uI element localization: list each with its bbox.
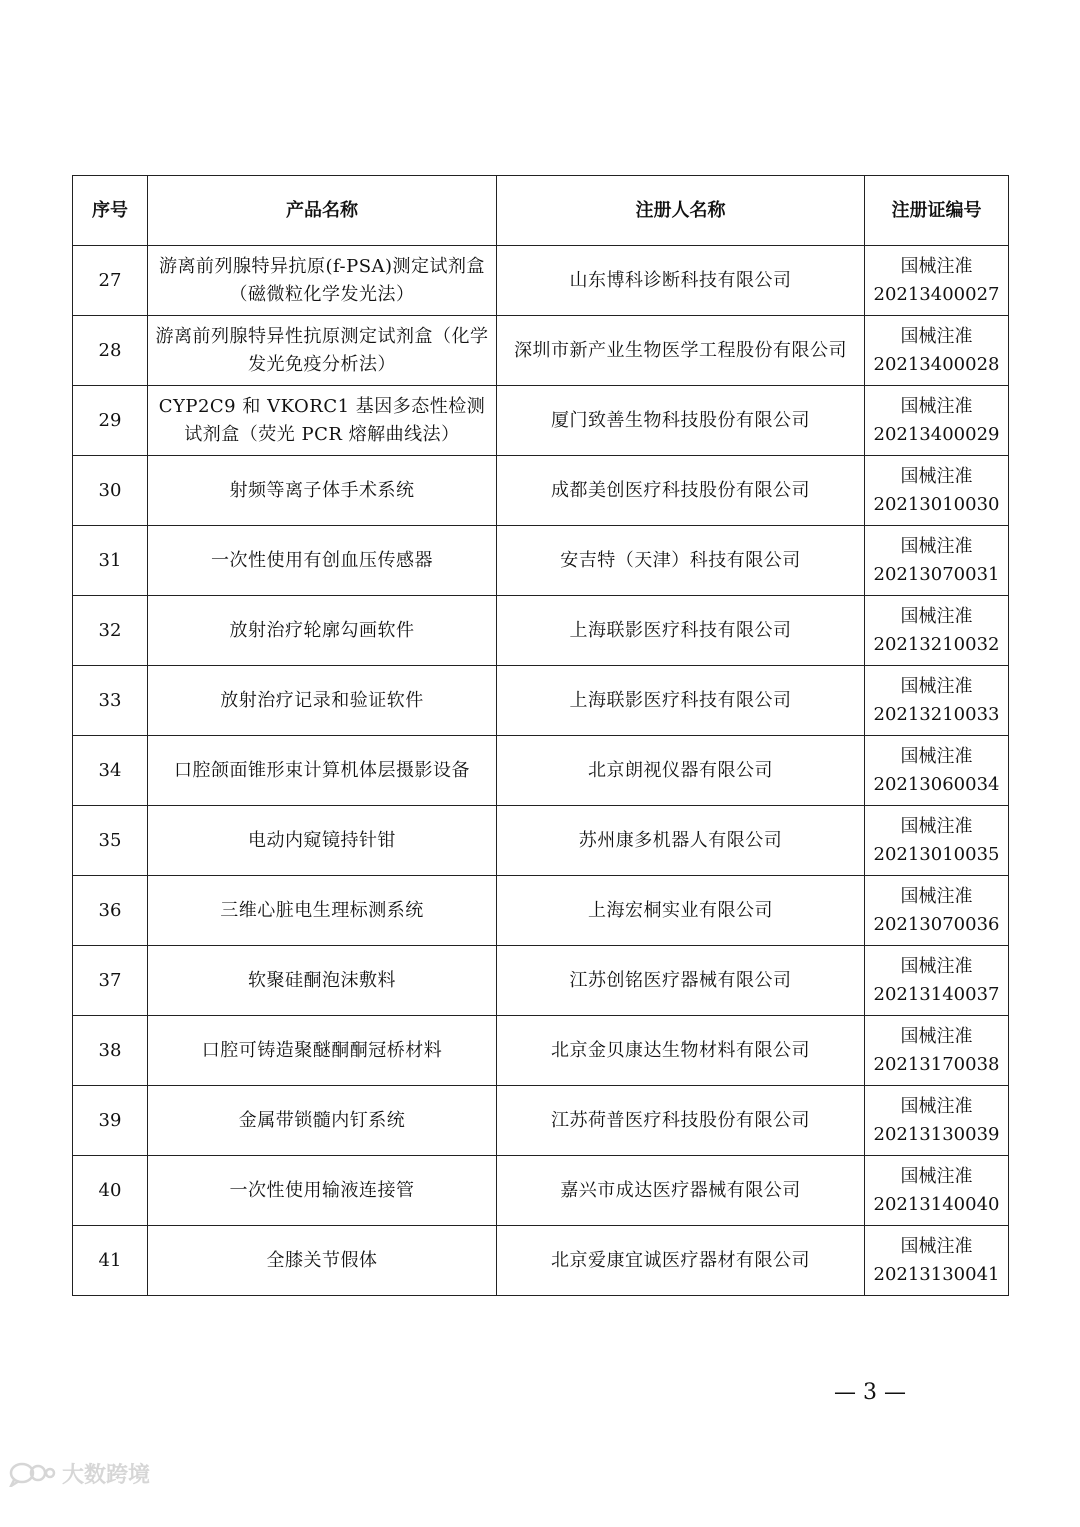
cell-product-name: 一次性使用输液连接管: [148, 1156, 497, 1226]
cell-seq: 36: [73, 876, 148, 946]
cert-prefix: 国械注准: [900, 1235, 973, 1257]
cell-product-name: 放射治疗轮廓勾画软件: [148, 596, 497, 666]
cert-no: 20213210032: [873, 633, 1000, 655]
cell-product-name: 射频等离子体手术系统: [148, 456, 497, 526]
table-row: [73, 596, 1009, 666]
cert-prefix: 国械注准: [900, 815, 973, 837]
cell-registrant-name: 厦门致善生物科技股份有限公司: [497, 386, 865, 456]
cert-prefix: 国械注准: [900, 605, 973, 627]
cert-prefix: 国械注准: [900, 745, 973, 767]
cell-seq: 27: [73, 246, 148, 316]
cell-product-name: 口腔颌面锥形束计算机体层摄影设备: [148, 736, 497, 806]
watermark-text: 大数跨境: [62, 1463, 151, 1488]
cell-registrant-name: 苏州康多机器人有限公司: [497, 806, 865, 876]
cell-cert-number: [865, 246, 1009, 316]
table-row: [73, 456, 1009, 526]
table-row: [73, 1226, 1009, 1296]
header-registrant: 注册人名称: [497, 176, 865, 246]
table-row: [73, 1086, 1009, 1156]
cert-no: 20213140037: [873, 983, 1000, 1005]
cell-registrant-name: 上海联影医疗科技有限公司: [497, 666, 865, 736]
cell-registrant-name: 安吉特（天津）科技有限公司: [497, 526, 865, 596]
cell-registrant-name: 北京金贝康达生物材料有限公司: [497, 1016, 865, 1086]
cell-seq: 33: [73, 666, 148, 736]
cell-seq: 40: [73, 1156, 148, 1226]
cell-registrant-name: 山东博科诊断科技有限公司: [497, 246, 865, 316]
cell-registrant-name: 成都美创医疗科技股份有限公司: [497, 456, 865, 526]
table-row: [73, 246, 1009, 316]
cell-seq: 32: [73, 596, 148, 666]
cell-cert-number: [865, 1016, 1009, 1086]
table-row: [73, 736, 1009, 806]
cell-cert-number: [865, 876, 1009, 946]
cell-product-name: CYP2C9 和 VKORC1 基因多态性检测试剂盒（荧光 PCR 熔解曲线法）: [148, 386, 497, 456]
cert-prefix: 国械注准: [900, 1025, 973, 1047]
cert-prefix: 国械注准: [900, 395, 973, 417]
header-seq: 序号: [73, 176, 148, 246]
cell-cert-number: [865, 1086, 1009, 1156]
cert-no: 20213400027: [873, 283, 1000, 305]
cell-cert-number: [865, 386, 1009, 456]
cell-registrant-name: 北京爱康宜诚医疗器材有限公司: [497, 1226, 865, 1296]
cell-product-name: 金属带锁髓内钉系统: [148, 1086, 497, 1156]
table-row: [73, 1156, 1009, 1226]
cell-seq: 30: [73, 456, 148, 526]
cert-prefix: 国械注准: [900, 255, 973, 277]
cell-product-name: 三维心脏电生理标测系统: [148, 876, 497, 946]
cell-product-name: 电动内窥镜持针钳: [148, 806, 497, 876]
cell-cert-number: [865, 596, 1009, 666]
cell-product-name: 口腔可铸造聚醚酮酮冠桥材料: [148, 1016, 497, 1086]
cert-no: 20213210033: [873, 703, 1000, 725]
cert-no: 20213400028: [873, 353, 1000, 375]
table-body: [73, 246, 1009, 1296]
cert-prefix: 国械注准: [900, 1095, 973, 1117]
cert-prefix: 国械注准: [900, 885, 973, 907]
cert-no: 20213070036: [873, 913, 1000, 935]
cert-no: 20213010035: [873, 843, 1000, 865]
cell-registrant-name: 北京朗视仪器有限公司: [497, 736, 865, 806]
cell-product-name: 游离前列腺特异抗原(f-PSA)测定试剂盒（磁微粒化学发光法）: [148, 246, 497, 316]
cert-no: 20213060034: [873, 773, 1000, 795]
cert-prefix: 国械注准: [900, 955, 973, 977]
cell-seq: 35: [73, 806, 148, 876]
cell-cert-number: [865, 946, 1009, 1016]
table-row: [73, 946, 1009, 1016]
cell-cert-number: [865, 736, 1009, 806]
header-cert: 注册证编号: [865, 176, 1009, 246]
cell-cert-number: [865, 1156, 1009, 1226]
cell-seq: 37: [73, 946, 148, 1016]
table-row: [73, 666, 1009, 736]
cell-seq: 28: [73, 316, 148, 386]
cell-registrant-name: 深圳市新产业生物医学工程股份有限公司: [497, 316, 865, 386]
cert-no: 20213400029: [873, 423, 1000, 445]
cell-seq: 41: [73, 1226, 148, 1296]
cert-prefix: 国械注准: [900, 1165, 973, 1187]
cell-seq: 31: [73, 526, 148, 596]
cert-no: 20213140040: [873, 1193, 1000, 1215]
cert-no: 20213070031: [873, 563, 1000, 585]
cell-cert-number: [865, 526, 1009, 596]
cell-product-name: 一次性使用有创血压传感器: [148, 526, 497, 596]
cell-registrant-name: 江苏创铭医疗器械有限公司: [497, 946, 865, 1016]
cell-product-name: 游离前列腺特异性抗原测定试剂盒（化学发光免疫分析法）: [148, 316, 497, 386]
table-header-row: [73, 176, 1009, 246]
cell-cert-number: [865, 316, 1009, 386]
table-row: [73, 526, 1009, 596]
cell-product-name: 放射治疗记录和验证软件: [148, 666, 497, 736]
watermark: [8, 1458, 150, 1489]
cell-seq: 29: [73, 386, 148, 456]
cell-product-name: 软聚硅酮泡沫敷料: [148, 946, 497, 1016]
cell-registrant-name: 上海联影医疗科技有限公司: [497, 596, 865, 666]
table-row: [73, 1016, 1009, 1086]
cert-no: 20213130039: [873, 1123, 1000, 1145]
registration-table: [72, 175, 1009, 1296]
cert-no: 20213010030: [873, 493, 1000, 515]
cell-registrant-name: 上海宏桐实业有限公司: [497, 876, 865, 946]
cert-prefix: 国械注准: [900, 535, 973, 557]
table-row: [73, 876, 1009, 946]
cell-seq: 34: [73, 736, 148, 806]
cert-no: 20213170038: [873, 1053, 1000, 1075]
cell-registrant-name: 江苏荷普医疗科技股份有限公司: [497, 1086, 865, 1156]
cell-cert-number: [865, 666, 1009, 736]
cert-no: 20213130041: [873, 1263, 1000, 1285]
chat-bubble-logo-icon: [8, 1461, 56, 1487]
cell-registrant-name: 嘉兴市成达医疗器械有限公司: [497, 1156, 865, 1226]
cell-product-name: 全膝关节假体: [148, 1226, 497, 1296]
table-row: [73, 806, 1009, 876]
cell-cert-number: [865, 1226, 1009, 1296]
cert-prefix: 国械注准: [900, 675, 973, 697]
cert-prefix: 国械注准: [900, 465, 973, 487]
table-row: [73, 316, 1009, 386]
cell-cert-number: [865, 806, 1009, 876]
header-product: 产品名称: [148, 176, 497, 246]
table-row: [73, 386, 1009, 456]
cell-seq: 38: [73, 1016, 148, 1086]
cell-seq: 39: [73, 1086, 148, 1156]
cert-prefix: 国械注准: [900, 325, 973, 347]
page-number: — 3 —: [834, 1380, 906, 1405]
cell-cert-number: [865, 456, 1009, 526]
